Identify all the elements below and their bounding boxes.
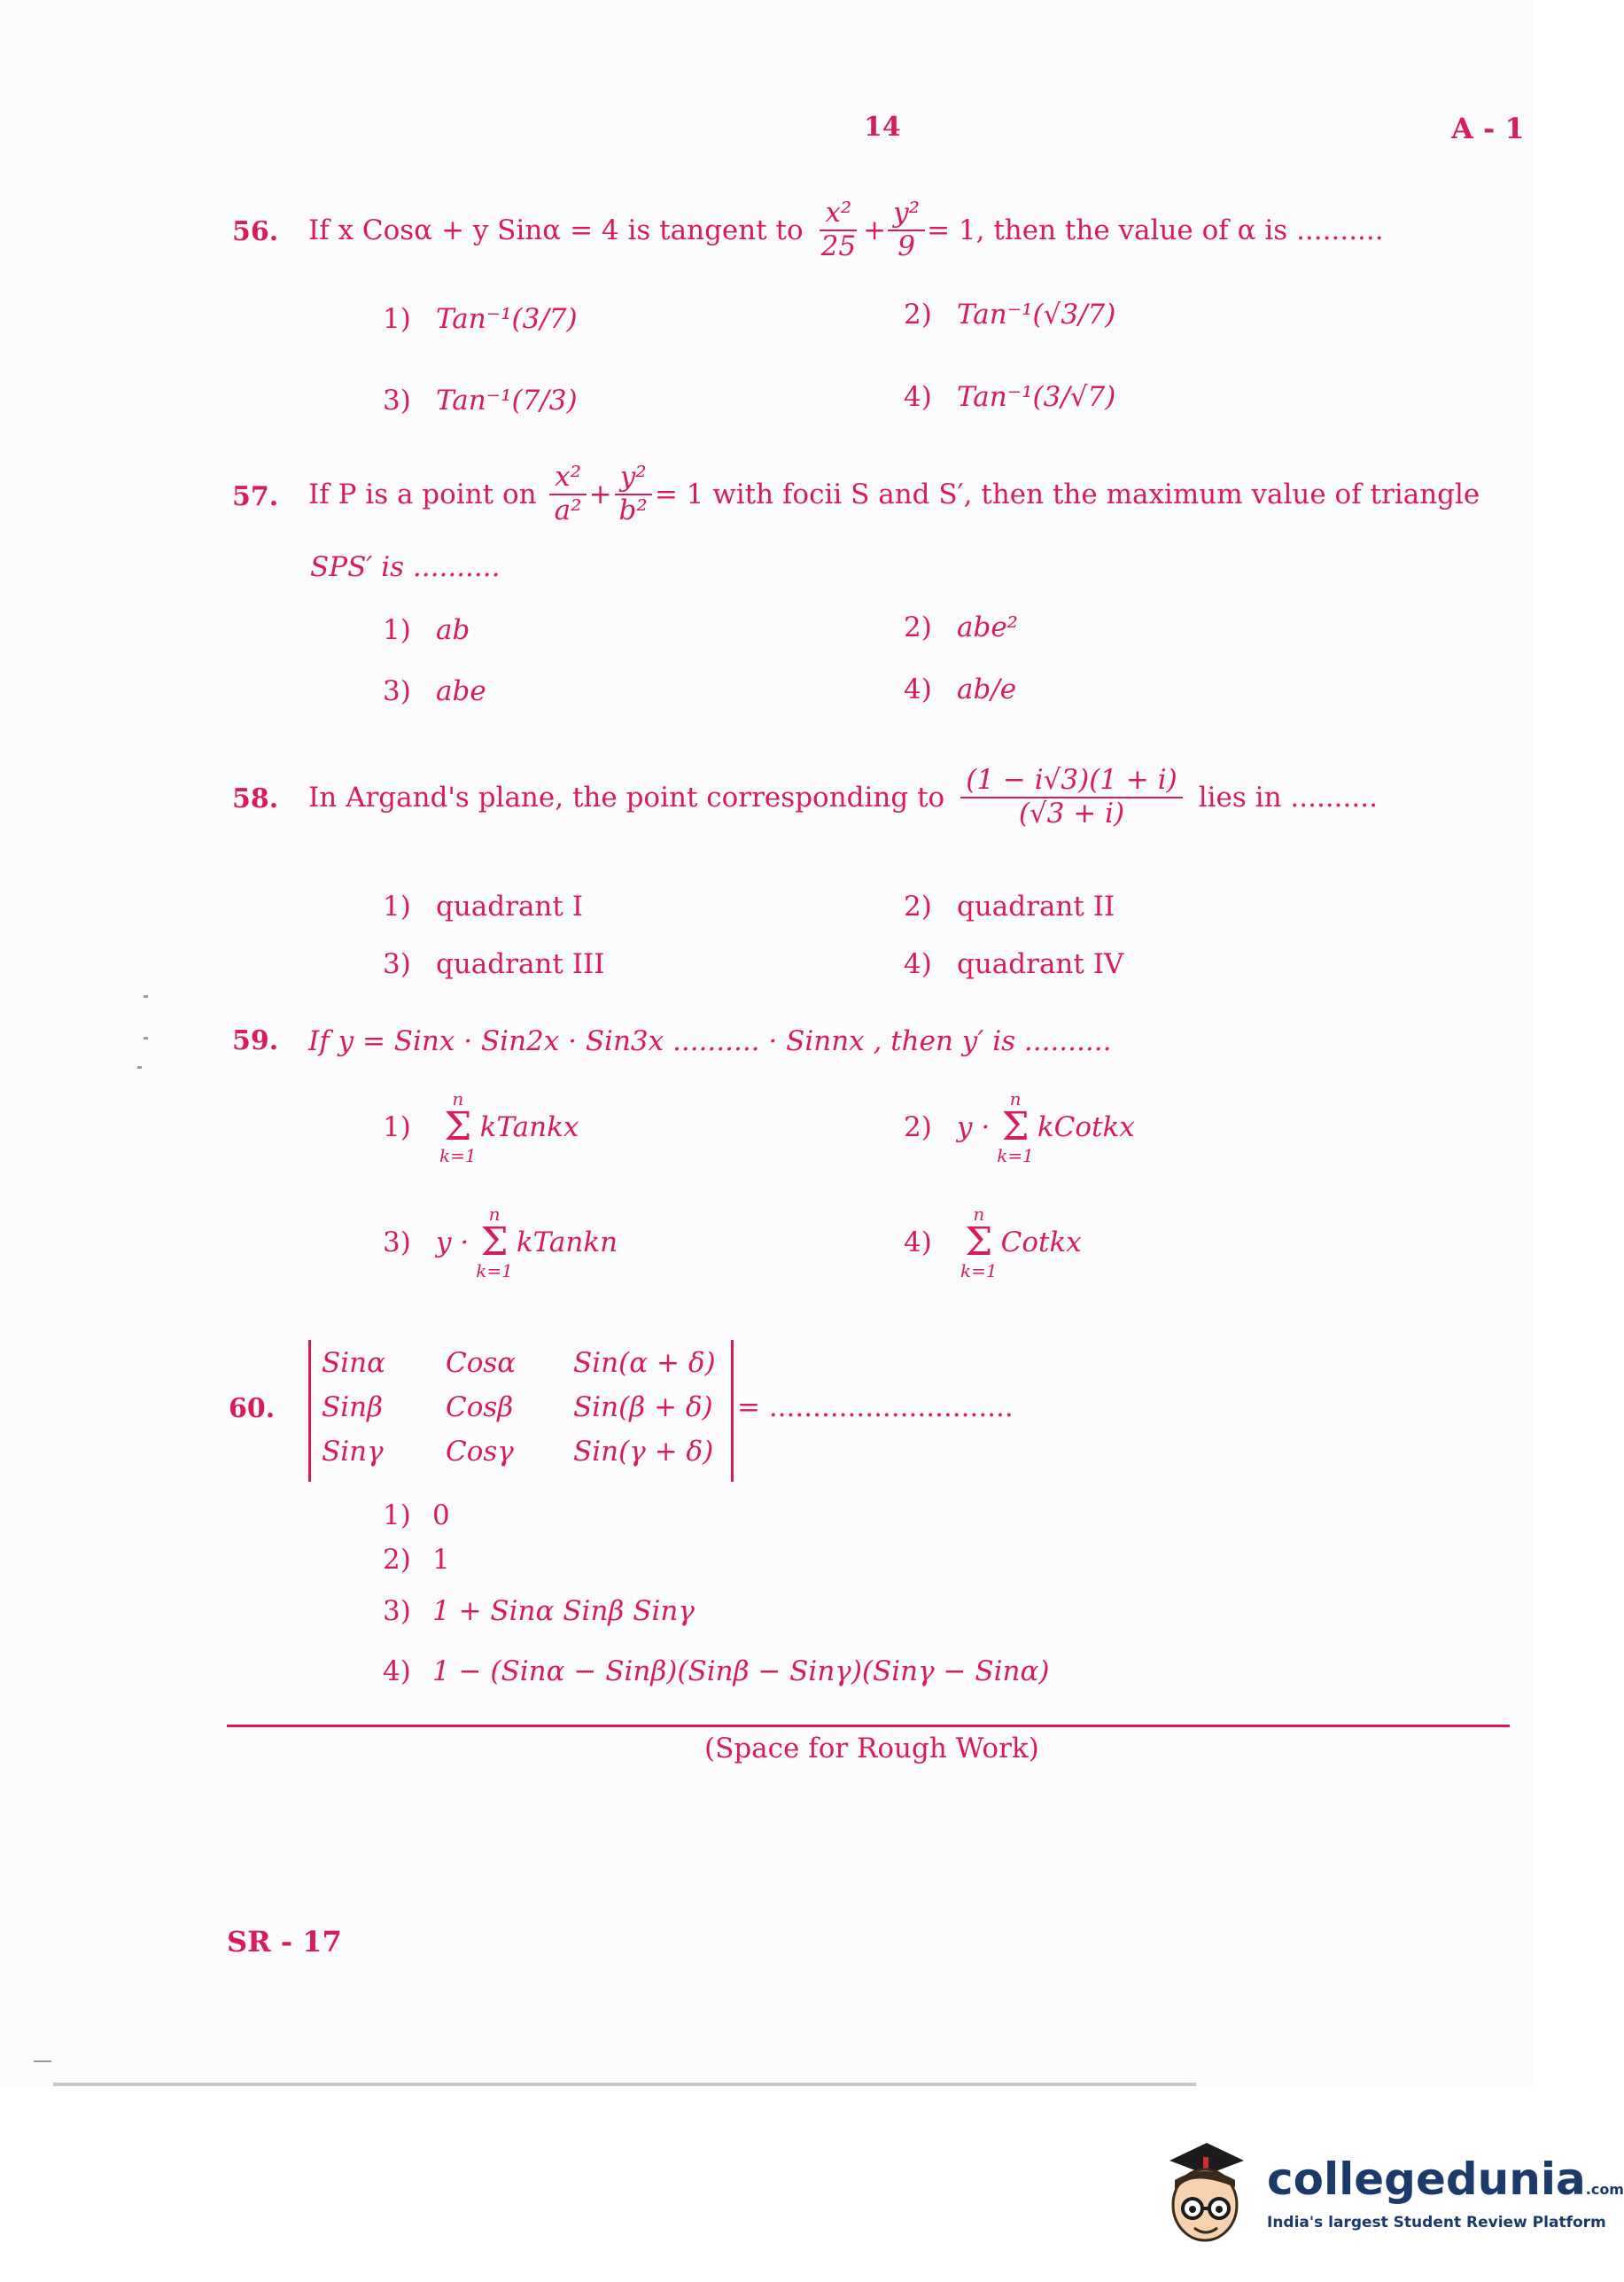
- question-number-59: 59.: [232, 1025, 279, 1056]
- sigma-symbol: n Σ k=1: [960, 1203, 998, 1281]
- question-58-text: [308, 744, 1378, 851]
- q58-option-1: 1) quadrant I: [383, 891, 583, 923]
- brand-tagline: India's largest Student Review Platform: [1267, 2214, 1606, 2231]
- det-cell-r1c3: Sin(α + δ): [573, 1347, 716, 1379]
- det-cell-r3c1: Sinγ: [322, 1436, 384, 1468]
- brand-name: collegedunia.com: [1267, 2153, 1624, 2205]
- question-number-60: 60.: [229, 1393, 276, 1424]
- mascot-icon: [1152, 2136, 1258, 2260]
- footer-code: SR - 17: [227, 1925, 342, 1959]
- q56-fraction-y: $\frac{\text{y²}}{9}$: [888, 198, 925, 262]
- det-cell-r2c2: Cosβ: [446, 1391, 514, 1423]
- q60-option-4: 4) 1 − (Sinα − Sinβ)(Sinβ − Sinγ)(Sinγ − Sinα): [383, 1655, 1050, 1687]
- q57-option-2: 2) abe²: [904, 611, 1019, 643]
- q59-option-2: 2) y · n Σ k=1 kCotkx: [904, 1088, 1135, 1166]
- page-number: 14: [864, 112, 901, 143]
- q59-option-4: 4) n Σ k=1 Cotkx: [904, 1203, 1082, 1281]
- divider-rule: [227, 1725, 1510, 1727]
- q56-option-2: 2) Tan⁻¹(√3/7): [904, 299, 1116, 331]
- page-edge-shadow: [53, 2083, 1196, 2086]
- q57-text-c: SPS′ is ..........: [310, 551, 501, 583]
- q56-fraction-x: $\frac{\text{x²}}{25}$: [820, 197, 857, 262]
- det-cell-r2c1: Sinβ: [322, 1391, 384, 1423]
- determinant: [308, 1340, 734, 1482]
- paper-code: A - 1: [1451, 112, 1525, 145]
- q56-text-a: If x Cosα + y Sinα = 4 is tangent to: [308, 214, 804, 246]
- det-cell-r3c3: Sin(γ + δ): [573, 1436, 714, 1468]
- det-cell-r1c1: Sinα: [322, 1347, 386, 1379]
- question-number-57: 57.: [232, 481, 279, 512]
- q57-option-3: 3) abe: [383, 675, 486, 707]
- q57-option-4: 4) ab/e: [904, 674, 1017, 705]
- q57-plus: +: [588, 479, 612, 510]
- q57-fraction-x: $\frac{\text{x²}}{\text{a²}}$: [549, 462, 587, 526]
- q60-option-3: 3) 1 + Sinα Sinβ Sinγ: [383, 1595, 695, 1627]
- q57-text-a: If P is a point on: [308, 479, 537, 510]
- q58-option-2: 2) quadrant II: [904, 891, 1115, 923]
- q56-option-4: 4) Tan⁻¹(3/√7): [904, 381, 1116, 413]
- sigma-symbol: n Σ k=1: [997, 1088, 1034, 1166]
- q56-text-b: = 1, then the value of α is ..........: [927, 214, 1384, 246]
- brand-watermark: [1152, 2136, 1624, 2260]
- q56-option-3: 3) Tan⁻¹(7/3): [383, 385, 578, 417]
- q58-text-a: In Argand's plane, the point corresponding to: [308, 782, 945, 814]
- q57-text-b: = 1 with focii S and S′, then the maximum value of triangle: [654, 479, 1480, 510]
- q57-fraction-y: $\frac{\text{y²}}{\text{b²}}$: [614, 462, 653, 526]
- q56-option-1: 1) Tan⁻¹(3/7): [383, 303, 578, 335]
- q58-option-3: 3) quadrant III: [383, 948, 605, 980]
- q60-equals: = ............................: [737, 1391, 1014, 1423]
- sigma-symbol: n Σ k=1: [476, 1203, 513, 1281]
- q58-fraction: $\frac{(1 - i√3)(1 + i)}{(√3 + i)}$: [960, 765, 1183, 829]
- question-57-text: [308, 459, 1480, 530]
- det-cell-r1c2: Cosα: [446, 1347, 517, 1379]
- det-cell-r2c3: Sin(β + δ): [573, 1391, 713, 1423]
- q56-plus: +: [863, 214, 887, 246]
- q58-text-b: lies in ..........: [1198, 782, 1378, 814]
- sigma-symbol: n Σ k=1: [439, 1088, 477, 1166]
- question-56-text: [308, 195, 1384, 266]
- q58-option-4: 4) quadrant IV: [904, 948, 1124, 980]
- det-cell-r3c2: Cosγ: [446, 1436, 514, 1468]
- rough-work-label: (Space for Rough Work): [704, 1733, 1039, 1764]
- question-59-text: If y = Sinx · Sin2x · Sin3x .......... · Sinnx , then y′ is ..........: [308, 1025, 1112, 1057]
- q60-option-2: 2) 1: [383, 1544, 450, 1576]
- question-number-58: 58.: [232, 783, 279, 814]
- question-number-56: 56.: [232, 216, 279, 247]
- q59-option-3: 3) y · n Σ k=1 kTankn: [383, 1203, 618, 1281]
- q60-option-1: 1) 0: [383, 1499, 450, 1531]
- q57-option-1: 1) ab: [383, 614, 470, 646]
- q59-option-1: 1) n Σ k=1 kTankx: [383, 1088, 579, 1166]
